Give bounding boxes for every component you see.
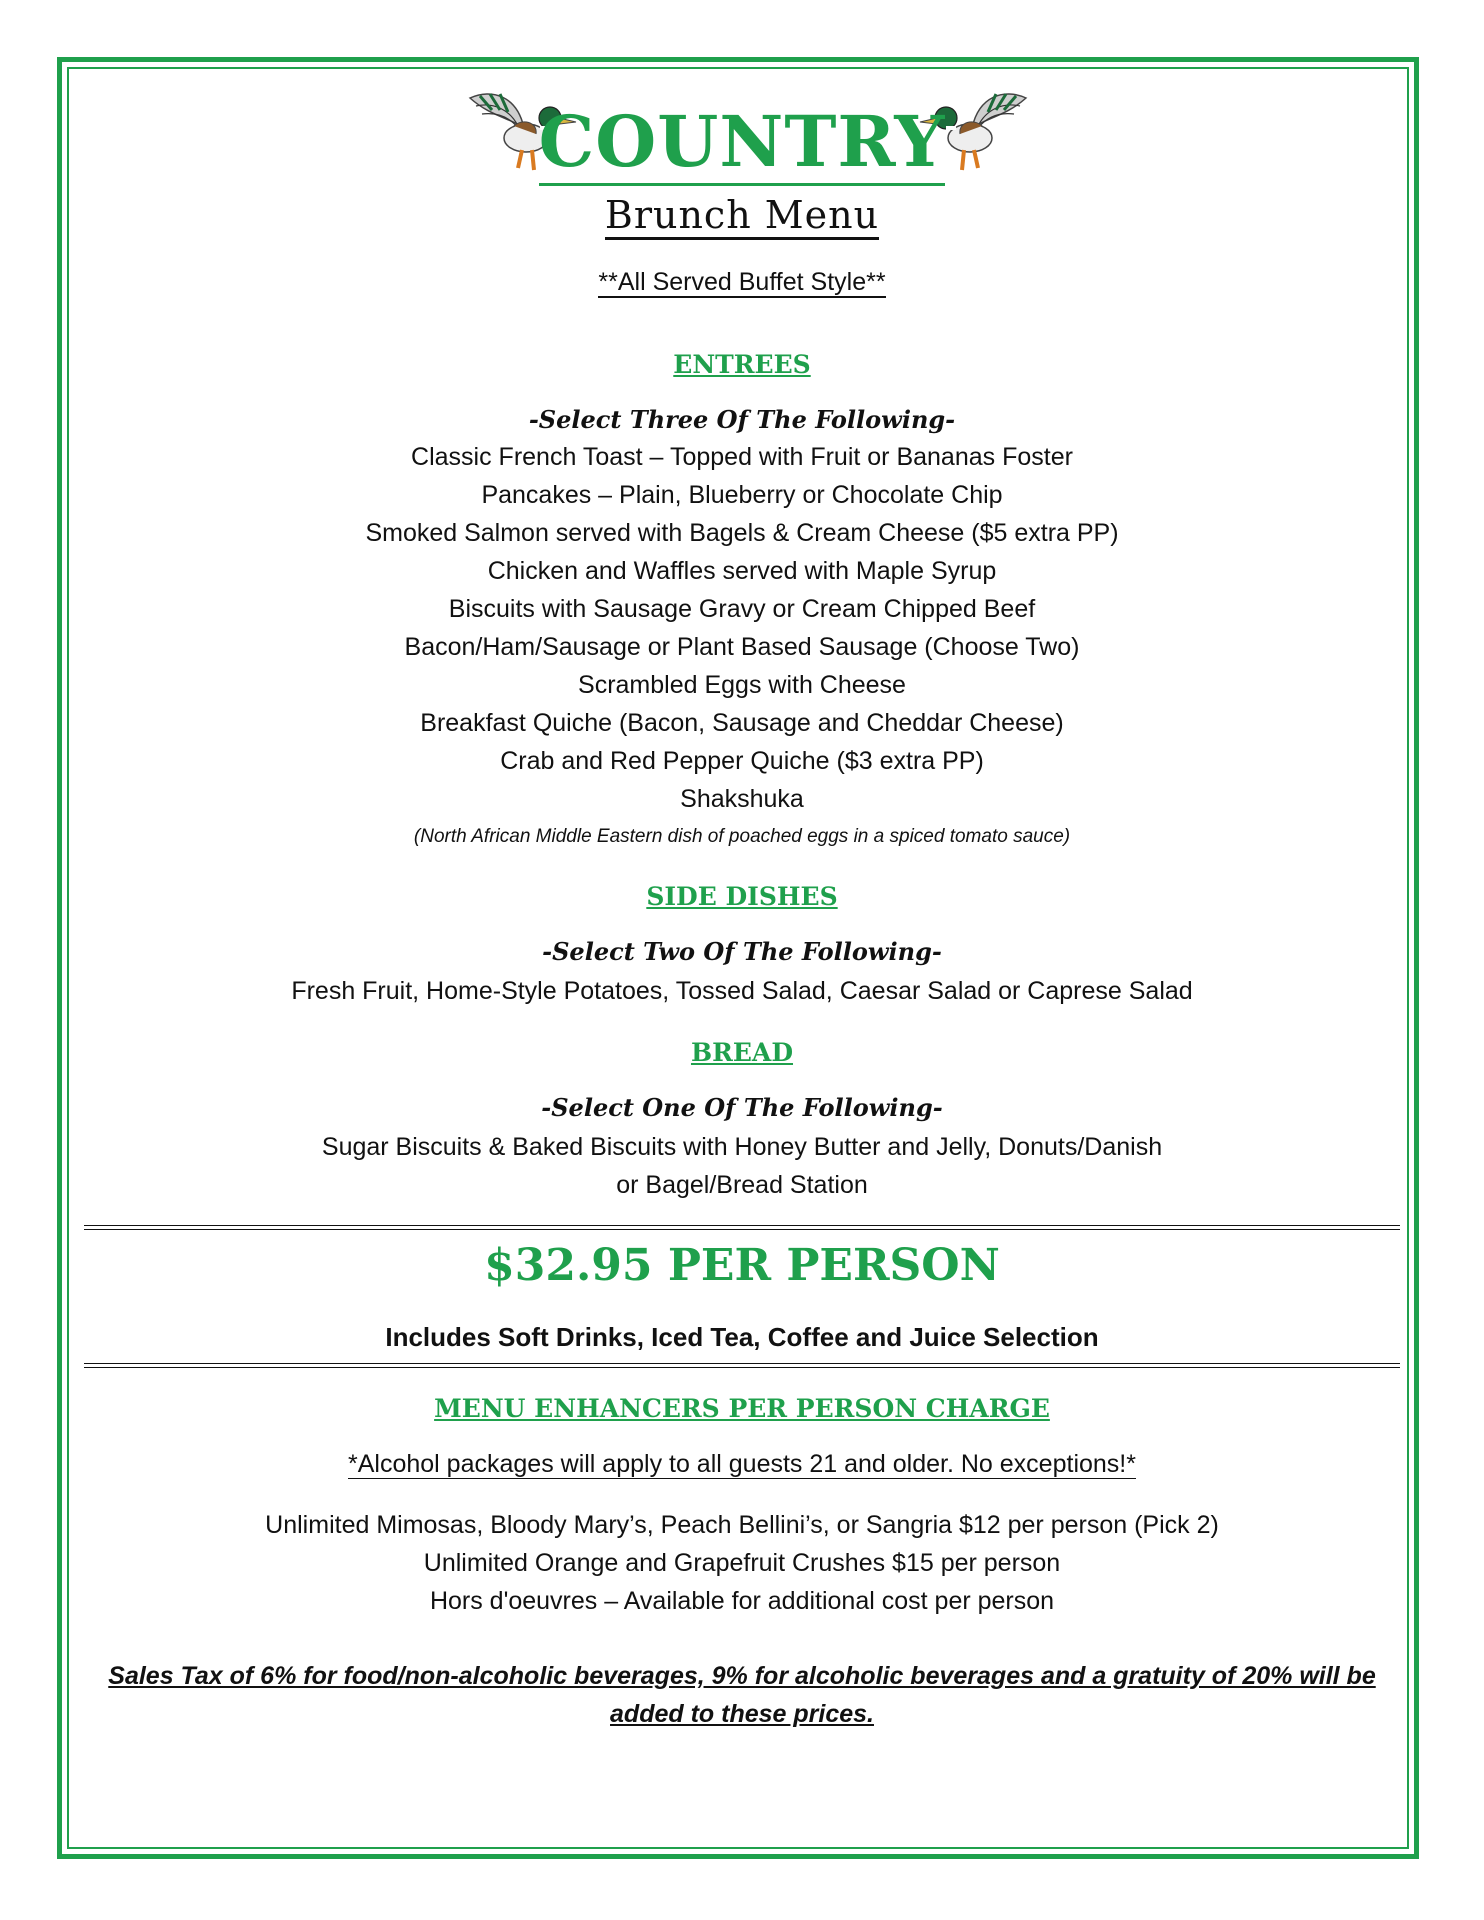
menu-title: COUNTRY bbox=[80, 100, 1404, 183]
enhancers-heading: MENU ENHANCERS PER PERSON CHARGE bbox=[434, 1394, 1050, 1423]
list-item: Hors d'oeuvres – Available for additional cost per person bbox=[429, 1587, 1055, 1615]
enhancers-list bbox=[80, 1506, 1404, 1620]
divider-top bbox=[84, 1225, 1400, 1230]
list-item: Crab and Red Pepper Quiche ($3 extra PP) bbox=[500, 747, 984, 775]
menu-subtitle: Brunch Menu bbox=[80, 193, 1404, 237]
includes-drinks: Includes Soft Drinks, Iced Tea, Coffee and Juice Selection bbox=[385, 1322, 1099, 1352]
sides-heading: SIDE DISHES bbox=[646, 882, 838, 911]
shakshuka-note: (North African Middle Eastern dish of poached eggs in a spiced tomato sauce) bbox=[413, 826, 1071, 847]
list-item: Unlimited Mimosas, Bloody Mary’s, Peach Bellini’s, or Sangria $12 per person (Pick 2) bbox=[265, 1511, 1219, 1539]
bread-line-2: or Bagel/Bread Station bbox=[616, 1171, 868, 1199]
buffet-note: **All Served Buffet Style** bbox=[598, 268, 886, 296]
alcohol-note: *Alcohol packages will apply to all guests 21 and older. No exceptions!* bbox=[348, 1450, 1136, 1478]
tax-note-line-1: Sales Tax of 6% for food/non-alcoholic beverages, 9% for alcoholic beverages and a gratuity of 20% will be bbox=[108, 1662, 1376, 1690]
list-item: Pancakes – Plain, Blueberry or Chocolate Chip bbox=[481, 481, 1003, 509]
entrees-instruction: -Select Three Of The Following- bbox=[528, 405, 956, 434]
list-item: Classic French Toast – Topped with Fruit or Bananas Foster bbox=[411, 443, 1073, 471]
list-item: Chicken and Waffles served with Maple Syrup bbox=[487, 557, 997, 585]
sides-instruction: -Select Two Of The Following- bbox=[542, 937, 942, 966]
list-item: Bacon/Ham/Sausage or Plant Based Sausage (Choose Two) bbox=[404, 633, 1080, 661]
tax-note-line-2: added to these prices. bbox=[610, 1700, 874, 1728]
bread-instruction: -Select One Of The Following- bbox=[541, 1093, 943, 1122]
list-item: Breakfast Quiche (Bacon, Sausage and Cheddar Cheese) bbox=[420, 709, 1064, 737]
bread-line-1: Sugar Biscuits & Baked Biscuits with Honey Butter and Jelly, Donuts/Danish bbox=[321, 1133, 1163, 1161]
list-item: Unlimited Orange and Grapefruit Crushes $15 per person bbox=[423, 1549, 1061, 1577]
list-item: Smoked Salmon served with Bagels & Cream Cheese ($5 extra PP) bbox=[365, 519, 1119, 547]
list-item: Biscuits with Sausage Gravy or Cream Chipped Beef bbox=[448, 595, 1036, 623]
list-item: Shakshuka bbox=[680, 785, 804, 813]
entrees-list bbox=[80, 438, 1404, 818]
entrees-heading: ENTREES bbox=[673, 350, 811, 379]
bread-heading: BREAD bbox=[690, 1038, 794, 1067]
price-per-person: $32.95 PER PERSON bbox=[484, 1240, 1000, 1291]
sides-items: Fresh Fruit, Home-Style Potatoes, Tossed Salad, Caesar Salad or Caprese Salad bbox=[291, 977, 1193, 1005]
divider-bottom bbox=[84, 1363, 1400, 1368]
list-item: Scrambled Eggs with Cheese bbox=[578, 671, 906, 699]
